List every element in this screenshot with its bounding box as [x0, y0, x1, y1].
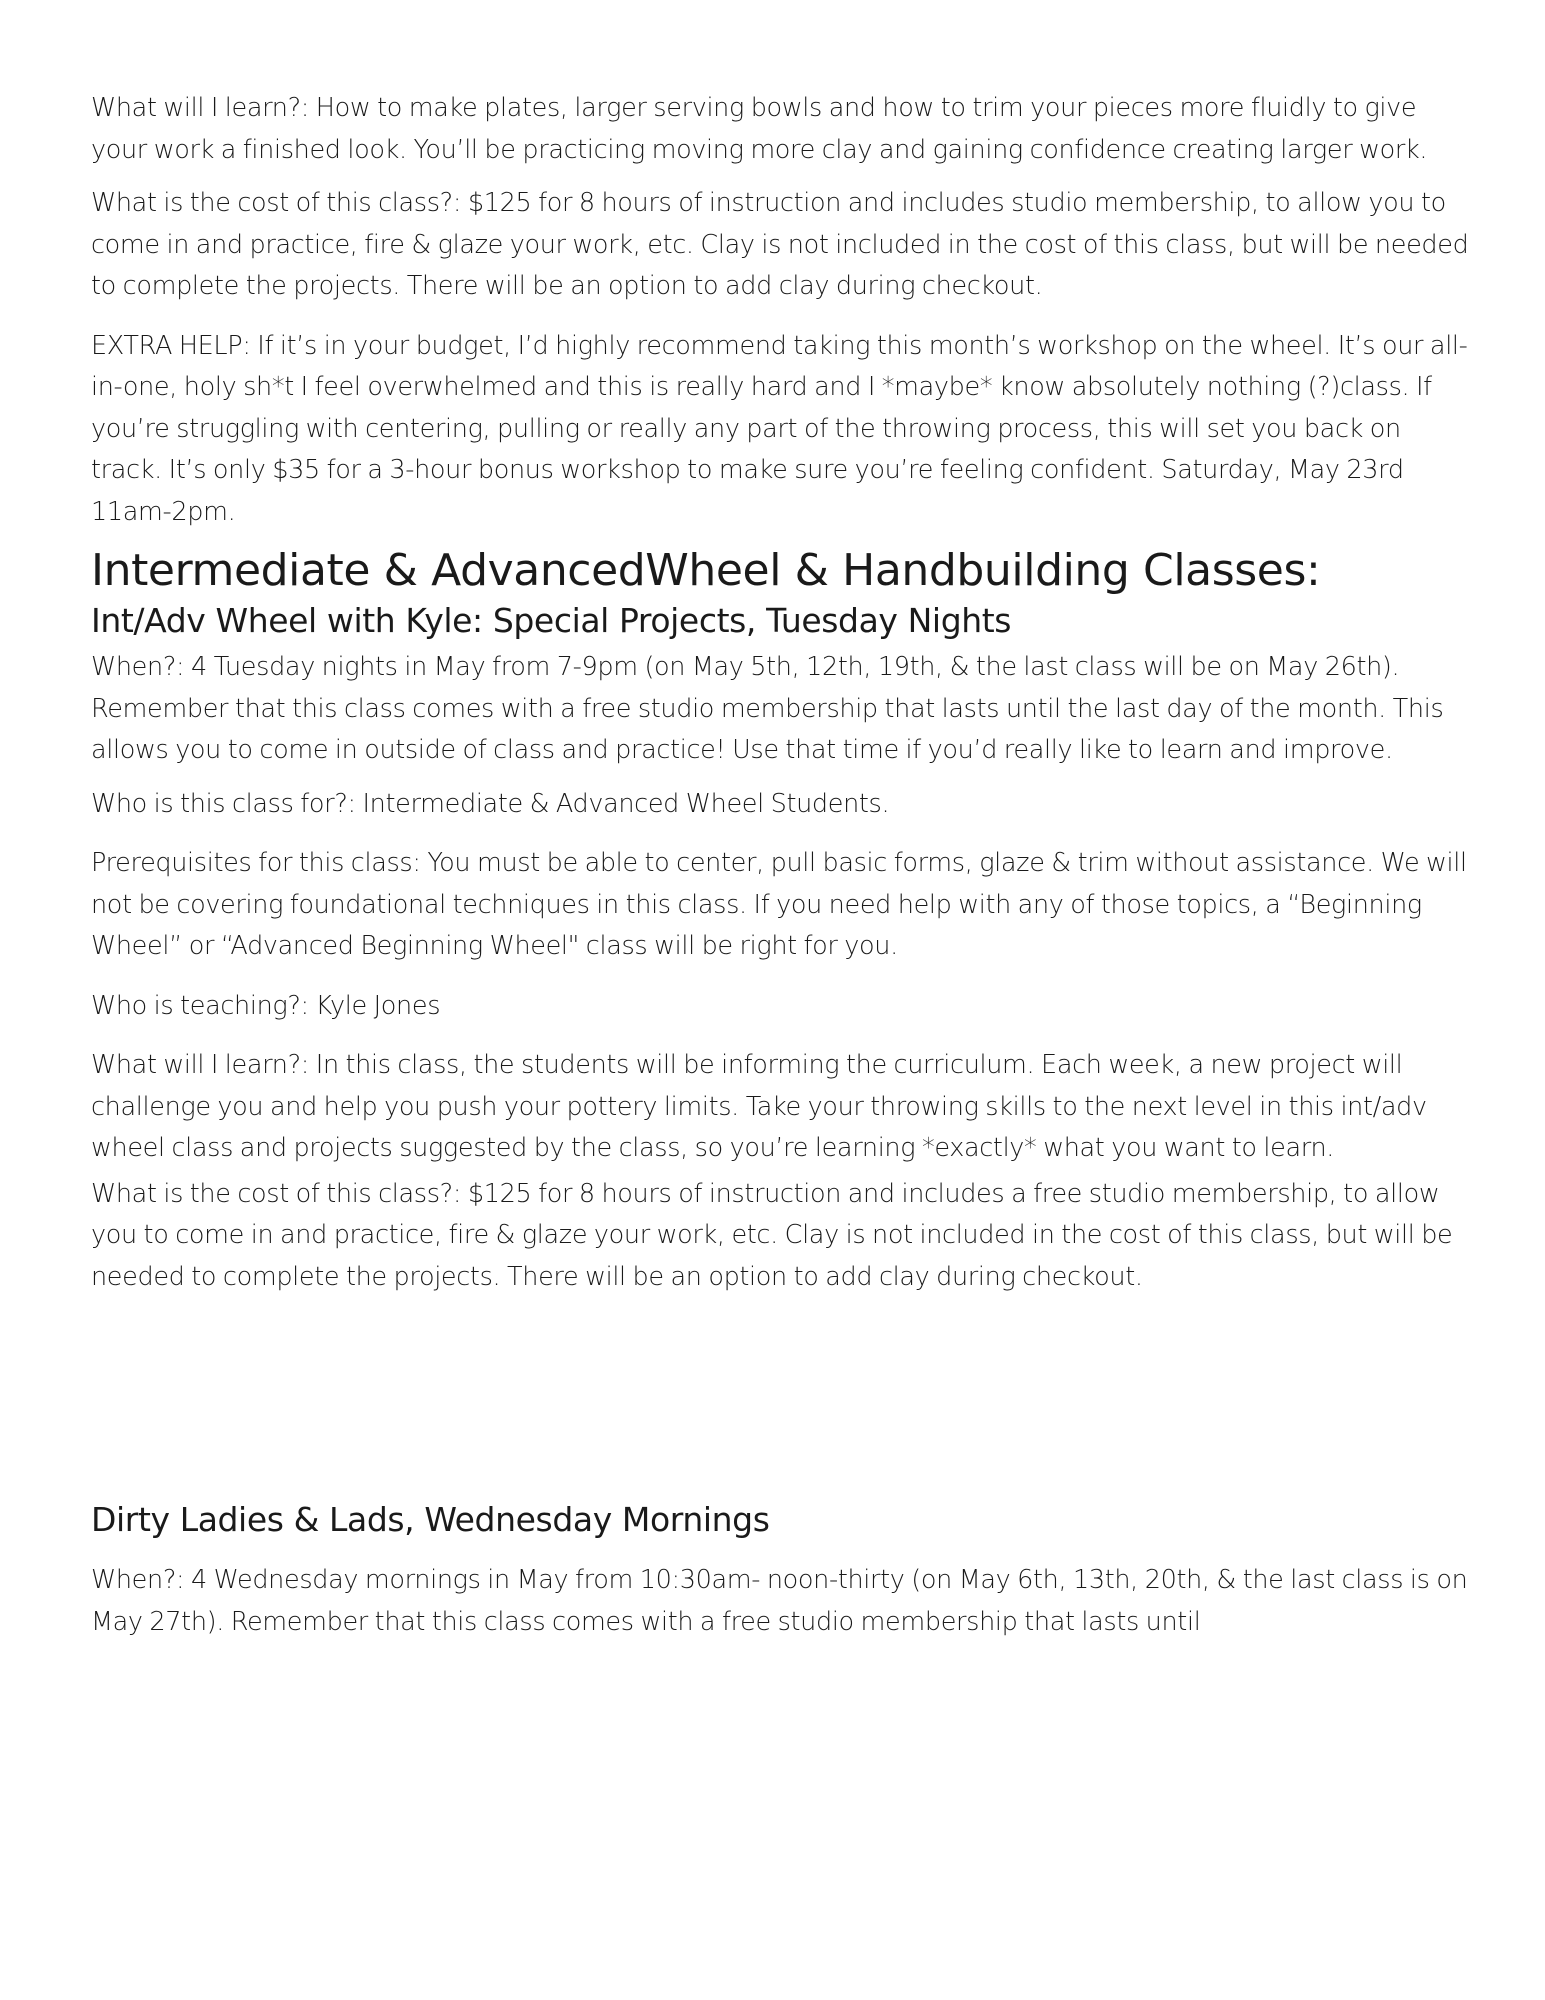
kyle-class-who-for: Who is this class for?: Intermediate & Advanced Wheel Students. [91, 788, 890, 819]
kyle-class-teacher: Who is teaching?: Kyle Jones [91, 990, 441, 1021]
intro-learn-paragraph: What will I learn?: How to make plates, larger serving bowls and how to trim your pieces more fluidly to give your work a finished look. You’ll be practicing moving more clay and gaining confidence creating larger work. [91, 93, 1428, 165]
kyle-class-when: When?: 4 Tuesday nights in May from 7-9pm (on May 5th, 12th, 19th, & the last class will be on May 26th). Remember that this class comes with a free studio membership that lasts until the last day of the month. This allows you to come in outside of class and practice! Use that time if you’d really like to learn and improve. [91, 652, 1444, 765]
kyle-class-learn: What will I learn?: In this class, the students will be informing the curriculum. Each week, a new project will challenge you and help you push your pottery limits. Take your throwing skills to the next level in this int/adv wheel class and projects suggested by the class, so you’re learning *exactly* what you want to learn. [91, 1050, 1427, 1163]
intro-cost-paragraph: What is the cost of this class?: $125 for 8 hours of instruction and includes studio membership, to allow you to come in and practice, fire & glaze your work, etc. Clay is not included in the cost of this class, but will be needed to complete the projects. There will be an option to add clay during checkout. [91, 188, 1469, 301]
kyle-class-prerequisites: Prerequisites for this class: You must be able to center, pull basic forms, glaze & trim without assistance. We will not be covering foundational techniques in this class. If you need help with any of those topics, a “Beginning Wheel” or “Advanced Beginning Wheel" class will be right for you. [91, 848, 1467, 961]
extra-help-paragraph: EXTRA HELP: If it’s in your budget, I’d highly recommend taking this month’s workshop on the wheel. It’s our all-in-one, holy sh*t I feel overwhelmed and this is really hard and I *maybe* know absolutely nothing (?)class. If you’re struggling with centering, pulling or really any part of the throwing process, this will set you back on track. It’s only $35 for a 3-hour bonus workshop to make sure you’re feeling confident. Saturday, May 23rd 11am-2pm. [91, 330, 1468, 527]
dirty-class-title: Dirty Ladies & Lads, Wednesday Mornings [91, 1500, 770, 1539]
section-heading: Intermediate & AdvancedWheel & Handbuilding Classes: [91, 545, 1321, 596]
kyle-class-title: Int/Adv Wheel with Kyle: Special Projects, Tuesday Nights [91, 601, 1012, 640]
kyle-class-cost: What is the cost of this class?: $125 for 8 hours of instruction and includes a free studio membership, to allow you to come in and practice, fire & glaze your work, etc. Clay is not included in the cost of this class, but will be needed to complete the projects. There will be an option to add clay during checkout. [91, 1178, 1453, 1292]
document-page [91, 88, 1471, 1643]
dirty-class-when: When?: 4 Wednesday mornings in May from 10:30am- noon-thirty (on May 6th, 13th, 20th, & the last class is on May 27th). Remember that this class comes with a free studio membership that lasts until [91, 1565, 1468, 1637]
